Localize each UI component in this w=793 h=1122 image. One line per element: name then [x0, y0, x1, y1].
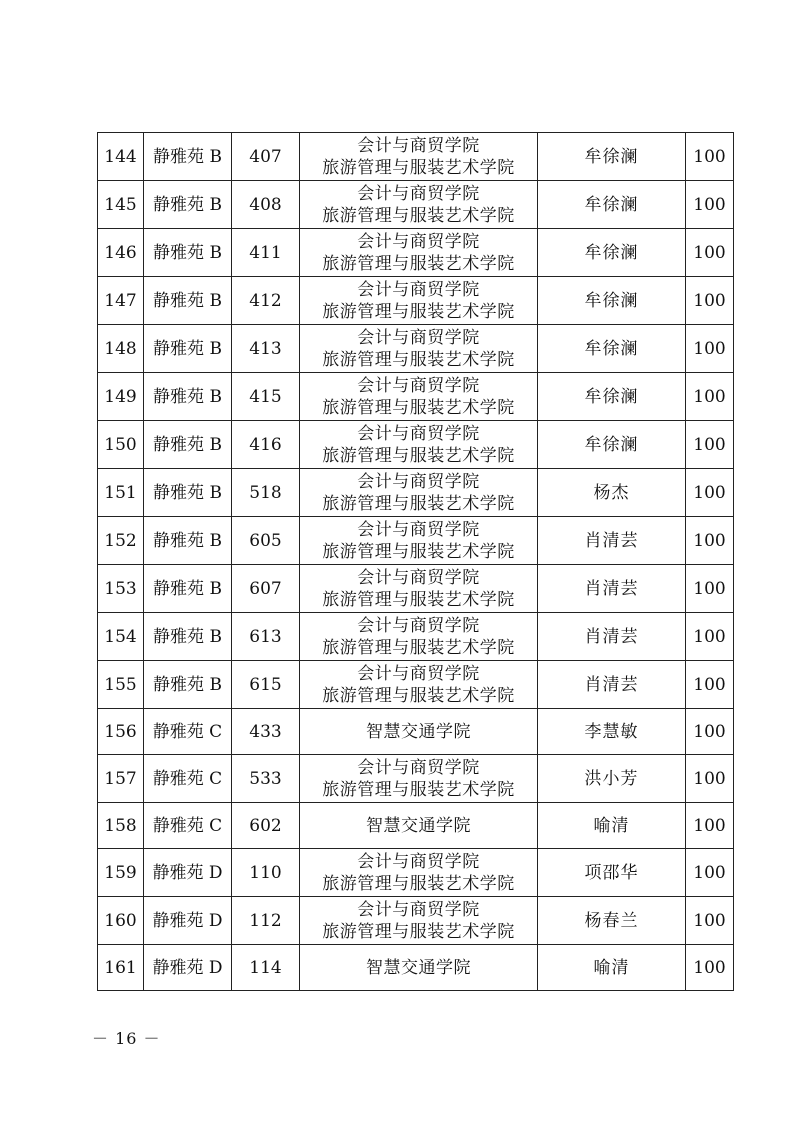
table-row [98, 565, 734, 613]
teacher-name-cell [538, 613, 686, 661]
college-name: 会计与商贸学院 [357, 423, 480, 444]
table-row [98, 373, 734, 421]
teacher-name: 牟徐澜 [584, 434, 639, 455]
row-number-cell: 156 [98, 709, 144, 755]
room-cell: 413 [232, 325, 300, 373]
teacher-name-cell [538, 373, 686, 421]
score-cell: 100 [686, 229, 734, 277]
teacher-name-cell [538, 277, 686, 325]
score-cell: 100 [686, 803, 734, 849]
row-number-cell: 160 [98, 897, 144, 945]
college-name: 会计与商贸学院 [357, 471, 480, 492]
college-name: 会计与商贸学院 [357, 757, 480, 778]
teacher-name-cell [538, 709, 686, 755]
room-cell: 407 [232, 133, 300, 181]
row-number-cell: 161 [98, 945, 144, 991]
row-number-cell: 144 [98, 133, 144, 181]
table-row [98, 849, 734, 897]
college-name: 会计与商贸学院 [357, 375, 480, 396]
score-cell: 100 [686, 469, 734, 517]
teacher-name: 洪小芳 [584, 768, 639, 789]
college-cell [300, 517, 538, 565]
teacher-name-cell [538, 661, 686, 709]
teacher-name-cell [538, 421, 686, 469]
building-cell: 静雅苑 B [144, 421, 232, 469]
college-name: 旅游管理与服装艺术学院 [322, 445, 515, 466]
score-cell: 100 [686, 565, 734, 613]
college-name: 会计与商贸学院 [357, 135, 480, 156]
teacher-name-cell [538, 565, 686, 613]
college-cell [300, 849, 538, 897]
table-row [98, 709, 734, 755]
row-number-cell: 152 [98, 517, 144, 565]
row-number-cell: 153 [98, 565, 144, 613]
building-cell: 静雅苑 B [144, 517, 232, 565]
college-name: 会计与商贸学院 [357, 183, 480, 204]
building-cell: 静雅苑 B [144, 277, 232, 325]
college-name: 旅游管理与服装艺术学院 [322, 779, 515, 800]
college-name: 旅游管理与服装艺术学院 [322, 157, 515, 178]
score-cell: 100 [686, 661, 734, 709]
table-row [98, 325, 734, 373]
score-cell: 100 [686, 133, 734, 181]
score-cell: 100 [686, 945, 734, 991]
college-cell [300, 325, 538, 373]
college-name: 会计与商贸学院 [357, 519, 480, 540]
teacher-name: 肖清芸 [584, 578, 639, 599]
teacher-name: 杨杰 [593, 482, 630, 503]
college-name: 智慧交通学院 [366, 721, 471, 742]
teacher-name: 杨春兰 [584, 910, 639, 931]
table-row [98, 661, 734, 709]
table-row [98, 517, 734, 565]
teacher-name: 肖清芸 [584, 530, 639, 551]
row-number-cell: 151 [98, 469, 144, 517]
teacher-name-cell [538, 755, 686, 803]
row-number-cell: 147 [98, 277, 144, 325]
row-number-cell: 154 [98, 613, 144, 661]
row-number-cell: 148 [98, 325, 144, 373]
college-cell [300, 277, 538, 325]
dormitory-score-table [97, 132, 734, 991]
college-name: 会计与商贸学院 [357, 899, 480, 920]
row-number-cell: 158 [98, 803, 144, 849]
room-cell: 613 [232, 613, 300, 661]
row-number-cell: 157 [98, 755, 144, 803]
building-cell: 静雅苑 C [144, 803, 232, 849]
page-number: － 16 － [92, 1029, 161, 1048]
room-cell: 114 [232, 945, 300, 991]
room-cell: 112 [232, 897, 300, 945]
building-cell: 静雅苑 B [144, 613, 232, 661]
college-name: 智慧交通学院 [366, 957, 471, 978]
college-cell [300, 181, 538, 229]
room-cell: 615 [232, 661, 300, 709]
college-cell [300, 613, 538, 661]
room-cell: 533 [232, 755, 300, 803]
building-cell: 静雅苑 C [144, 709, 232, 755]
table-row [98, 755, 734, 803]
teacher-name: 李慧敏 [584, 721, 639, 742]
college-cell [300, 469, 538, 517]
teacher-name: 肖清芸 [584, 674, 639, 695]
room-cell: 433 [232, 709, 300, 755]
score-cell: 100 [686, 277, 734, 325]
table-row [98, 897, 734, 945]
row-number-cell: 155 [98, 661, 144, 709]
room-cell: 415 [232, 373, 300, 421]
teacher-name: 项邵华 [584, 862, 639, 883]
college-cell [300, 373, 538, 421]
score-cell: 100 [686, 613, 734, 661]
building-cell: 静雅苑 B [144, 181, 232, 229]
row-number-cell: 150 [98, 421, 144, 469]
table-row [98, 133, 734, 181]
college-cell [300, 803, 538, 849]
teacher-name: 牟徐澜 [584, 242, 639, 263]
score-cell: 100 [686, 181, 734, 229]
row-number-cell: 146 [98, 229, 144, 277]
building-cell: 静雅苑 B [144, 469, 232, 517]
college-name: 会计与商贸学院 [357, 567, 480, 588]
college-cell [300, 661, 538, 709]
score-cell: 100 [686, 325, 734, 373]
college-name: 旅游管理与服装艺术学院 [322, 253, 515, 274]
table-body [98, 133, 734, 991]
teacher-name-cell [538, 469, 686, 517]
college-name: 旅游管理与服装艺术学院 [322, 873, 515, 894]
building-cell: 静雅苑 B [144, 373, 232, 421]
building-cell: 静雅苑 D [144, 897, 232, 945]
college-cell [300, 421, 538, 469]
score-cell: 100 [686, 709, 734, 755]
building-cell: 静雅苑 B [144, 229, 232, 277]
teacher-name: 牟徐澜 [584, 194, 639, 215]
teacher-name: 牟徐澜 [584, 146, 639, 167]
room-cell: 605 [232, 517, 300, 565]
room-cell: 518 [232, 469, 300, 517]
building-cell: 静雅苑 B [144, 325, 232, 373]
college-name: 旅游管理与服装艺术学院 [322, 589, 515, 610]
college-name: 会计与商贸学院 [357, 851, 480, 872]
table-row [98, 181, 734, 229]
room-cell: 408 [232, 181, 300, 229]
college-name: 旅游管理与服装艺术学院 [322, 301, 515, 322]
college-cell [300, 133, 538, 181]
college-name: 会计与商贸学院 [357, 231, 480, 252]
teacher-name: 牟徐澜 [584, 290, 639, 311]
building-cell: 静雅苑 B [144, 661, 232, 709]
college-name: 旅游管理与服装艺术学院 [322, 349, 515, 370]
building-cell: 静雅苑 B [144, 133, 232, 181]
row-number-cell: 159 [98, 849, 144, 897]
table-row [98, 613, 734, 661]
row-number-cell: 149 [98, 373, 144, 421]
college-cell [300, 897, 538, 945]
teacher-name-cell [538, 229, 686, 277]
building-cell: 静雅苑 D [144, 849, 232, 897]
row-number-cell: 145 [98, 181, 144, 229]
college-name: 会计与商贸学院 [357, 663, 480, 684]
teacher-name: 牟徐澜 [584, 386, 639, 407]
score-cell: 100 [686, 897, 734, 945]
college-cell [300, 709, 538, 755]
room-cell: 602 [232, 803, 300, 849]
building-cell: 静雅苑 B [144, 565, 232, 613]
score-cell: 100 [686, 755, 734, 803]
teacher-name-cell [538, 945, 686, 991]
college-name: 旅游管理与服装艺术学院 [322, 921, 515, 942]
college-cell [300, 755, 538, 803]
room-cell: 607 [232, 565, 300, 613]
score-cell: 100 [686, 421, 734, 469]
teacher-name-cell [538, 133, 686, 181]
teacher-name: 喻清 [593, 815, 630, 836]
table-row [98, 277, 734, 325]
teacher-name: 喻清 [593, 957, 630, 978]
teacher-name-cell [538, 181, 686, 229]
teacher-name-cell [538, 897, 686, 945]
college-name: 旅游管理与服装艺术学院 [322, 541, 515, 562]
building-cell: 静雅苑 D [144, 945, 232, 991]
table-row [98, 229, 734, 277]
room-cell: 412 [232, 277, 300, 325]
room-cell: 411 [232, 229, 300, 277]
table-row [98, 421, 734, 469]
score-cell: 100 [686, 373, 734, 421]
college-name: 旅游管理与服装艺术学院 [322, 397, 515, 418]
college-name: 会计与商贸学院 [357, 615, 480, 636]
teacher-name-cell [538, 325, 686, 373]
college-name: 智慧交通学院 [366, 815, 471, 836]
table-row [98, 945, 734, 991]
college-cell [300, 565, 538, 613]
room-cell: 110 [232, 849, 300, 897]
teacher-name-cell [538, 849, 686, 897]
table-row [98, 469, 734, 517]
college-name: 旅游管理与服装艺术学院 [322, 685, 515, 706]
teacher-name-cell [538, 803, 686, 849]
college-name: 旅游管理与服装艺术学院 [322, 205, 515, 226]
college-cell [300, 229, 538, 277]
teacher-name: 肖清芸 [584, 626, 639, 647]
table-row [98, 803, 734, 849]
college-name: 会计与商贸学院 [357, 327, 480, 348]
college-name: 旅游管理与服装艺术学院 [322, 493, 515, 514]
room-cell: 416 [232, 421, 300, 469]
college-cell [300, 945, 538, 991]
score-cell: 100 [686, 849, 734, 897]
score-cell: 100 [686, 517, 734, 565]
college-name: 旅游管理与服装艺术学院 [322, 637, 515, 658]
teacher-name-cell [538, 517, 686, 565]
college-name: 会计与商贸学院 [357, 279, 480, 300]
teacher-name: 牟徐澜 [584, 338, 639, 359]
building-cell: 静雅苑 C [144, 755, 232, 803]
